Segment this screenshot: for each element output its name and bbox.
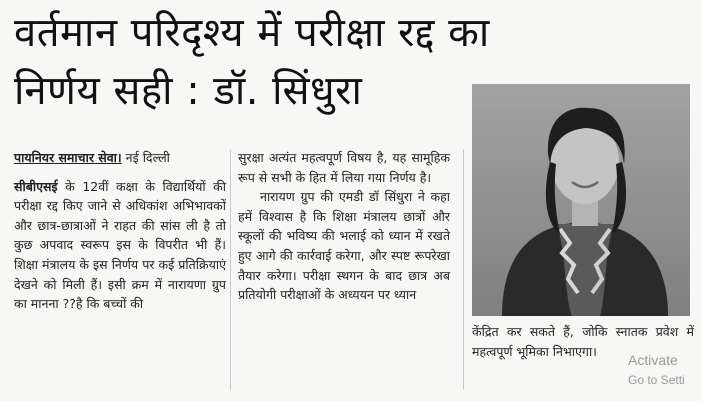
column-1-paragraph [14,177,226,314]
column-2-paragraph-2: नारायण ग्रुप की एमडी डॉ सिंधुरा ने कहा हमें विश्वास है कि शिक्षा मंत्रालय छात्रों और स्कूलों की भविष्य की भलाई को ध्यान में रखते हुए आगे की कार्रवाई करेगा, और स्पष्ट रूपरेखा तैयार करेगा। परीक्षा स्थगन के बाद छात्र अब प्रतियोगी परीक्षाओं के अध्ययन पर ध्यान [238,189,450,303]
headline-line-2: निर्णय सही : डॉ. सिंधुरा [14,68,363,114]
watermark-line-2: Go to Setti [628,373,685,387]
column-2-paragraph-1: सुरक्षा अत्यंत महत्वपूर्ण विषय है, यह सामूहिक रूप से सभी के हित में लिया गया निर्णय है। [238,150,450,185]
portrait-image [472,84,690,316]
headline-line-1: वर्तमान परिदृश्य में परीक्षा रद्द का [14,10,490,56]
lead-word: सीबीएसई [14,178,58,194]
column-1-text: के 12वीं कक्षा के विद्यार्थियों की परीक्षा रद्द किए जाने से अधिकांश अभिभावकों और छात्र-छात्राओं ने राहत की सांस ली है तो कुछ अपवाद स्वरूप इस के विपरीत भी हैं। शिक्षा मंत्रालय के इस निर्णय पर कई प्रतिक्रियाएं देखने को मिली हैं। इसी क्रम में नारायणा ग्रुप का मानना ??है कि बच्चों की [14,178,226,312]
byline-city: नई दिल्ली [125,150,170,165]
byline [14,148,226,168]
article-column-2 [238,148,450,305]
column-divider-2 [463,150,464,390]
watermark-line-1: Activate [628,352,678,368]
article-column-1 [14,148,226,314]
portrait-photo [472,84,690,316]
column-divider-1 [230,150,231,390]
activation-watermark [628,350,685,390]
byline-agency: पायनियर समाचार सेवा। [14,150,122,165]
column-3-paragraph: केंद्रित कर सकते हैं, जोकि स्नातक प्रवेश में महत्वपूर्ण भूमिका निभाएगा। [472,324,694,359]
